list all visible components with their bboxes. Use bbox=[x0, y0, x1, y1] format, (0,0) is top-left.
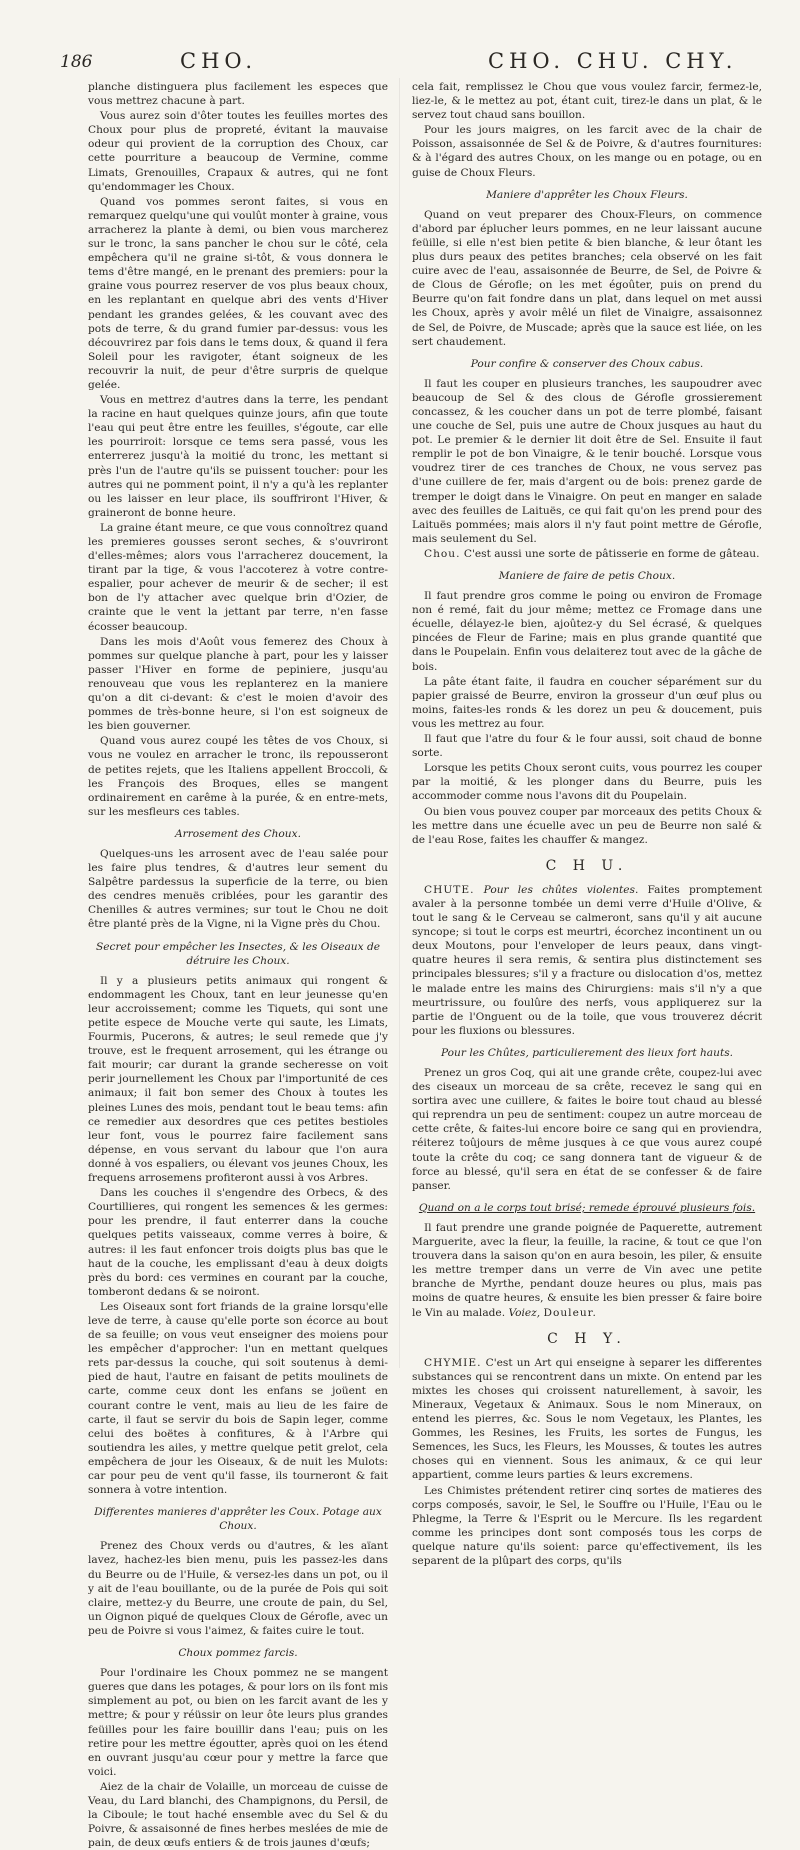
paragraph-text: Il faut prendre une grande poignée de Paquerette, autrement Marguerite, avec la fleur, la feuille, la racine, & tout ce que l'on trouvera dans la saison qu'on en aura besoin, les piler, & ensuite les mettre tremper dans un verre de Vin avec une petite branche de Myrthe, pendant douze heures ou plus, mais pas moins de quatre heures, & ensuite les bien presser & faire boire le Vin au malade. bbox=[412, 1221, 762, 1319]
paragraph: Pour les jours maigres, on les farcit avec de la chair de Poisson, assaisonnée de Sel & de Poivre, & d'autres fournitures: & à l'égard des autres Choux, on les mange ou en potage, ou en guise de Choux Fleurs. bbox=[412, 124, 762, 179]
section-subheading: Choux pommez farcis. bbox=[178, 1647, 298, 1660]
running-header bbox=[0, 49, 800, 76]
entry-subtitle: Pour les chûtes violentes. bbox=[483, 883, 639, 896]
paragraph: Aiez de la chair de Volaille, un morceau de cuisse de Veau, du Lard blanchi, des Champignons, du Persil, de la Ciboule; le tout haché ensemble avec du Sel & du Poivre, & assaisonné de fines herbes meslées de mie de pain, de deux œufs entiers & de trois jaunes d'œufs; bbox=[88, 1780, 388, 1850]
paragraph: Quand vous aurez coupé les têtes de vos Choux, si vous ne voulez en arracher le tronc, ils repousseront de petites rejets, que les Italiens appellent Broccoli, & les François des Broques, elles se mangent ordinairement en carême à la purée, & en entre-mets, sur les mesfleurs ces tables. bbox=[88, 735, 388, 818]
section-subheading: Secret pour empêcher les Insectes, & les Oiseaux de détruire les Choux. bbox=[95, 940, 381, 967]
section-subheading: Maniere de faire de petis Choux. bbox=[498, 570, 676, 582]
paragraph: Pour l'ordinaire les Choux pommez ne se mangent gueres que dans les potages, & pour lors on ils font mis simplement au pot, ou bien on les farcit avant de les y mettre; & pour y réüssir on leur ôte leurs plus grandes feüilles pour les faire bouillir dans l'eau; puis on les retire pour les mettre égoutter, après quoi on les étend en ouvrant jusqu'au cœur pour y mettre la farce que voici. bbox=[88, 1667, 389, 1778]
paragraph: Vous en mettrez d'autres dans la terre, les pendant la racine en haut quelques quinze jours, afin que toute l'eau qui peut être entre les feuilles, s'égoute, car elle les pourriroit: lorsque ce tems sera passé, vous les enterrerez jusqu'à la moitié du tronc, les mettant si près l'un de l'autre qu'ils se puissent toucher: pour les autres qui ne pomment point, il n'y a qu'à les replanter ou les laisser en leur place, ils souffriront l'Hiver, & graineront de bonne heure. bbox=[88, 394, 388, 519]
running-title-left: CHO. bbox=[180, 49, 258, 73]
paragraph: Quelques-uns les arrosent avec de l'eau salée pour les faire plus tendres, & d'autres leur sement du Salpêtre pardessus la superficie de la terre, ou bien des cendres menuës criblées, pour les garantir des Chenilles & autres vermines; sur tout le Chou ne doit être planté près de la Vigne, ni la Vigne près du Chou. bbox=[88, 847, 388, 931]
paragraph: Ou bien vous pouvez couper par morceaux des petits Choux & les mettre dans une écuelle avec un peu de Beurre non salé & de l'eau Rose, faites les chauffer & mangez. bbox=[412, 805, 762, 846]
entry-text: Faites promptement avaler à la personne tombée un demi verre d'Huile d'Olive, & tout le sang & le Cerveau se calmeront, sans qu'il y ait aucune syncope; si tout le corps est meurtri, écorchez incontinent un ou deux Moutons, pour l'enveloper de leurs peaux, dans vingt-quatre heures il sera remis, & sentira plus distinctement ses principales blessures; s'il y a fracture ou dislocation d'os, mettez le malade entre les mains des Chirurgiens: mais s'il n'y a que meurtrissure, ou foulûre des nerfs, vous appliquerez sur la partie de l'Onguent ou de la toile, que vous trouverez décrit pour les fluxions ou blessures. bbox=[412, 883, 762, 1037]
paragraph: planche distinguera plus facilement les especes que vous mettrez chacune à part. bbox=[88, 81, 388, 108]
paragraph: Il faut les couper en plusieurs tranches, les saupoudrer avec beaucoup de Sel & des clous de Gérofle grossierement concassez, & les coucher dans un pot de terre plombé, faisant une couche de Sel, puis une autre de Choux jusques au haut du pot. Le premier & le dernier lit doit être de Sel. Ensuite il faut remplir le pot de bon Vinaigre, & le tenir bouché. Lorsque vous voudrez tirer de ces tranches de Choux, ne vous servez pas d'une cuillere de fer, mais d'argent ou de bois: prenez garde de tremper le doigt dans le Vinaigre. On peut en manger en salade avec des feuilles de Laituës, ce qui fait qu'on les prend pour des Laituës pommées; mais alors il n'y faut point mettre de Gérofle, mais seulement du Sel. bbox=[412, 377, 762, 545]
column-gutter bbox=[399, 78, 400, 1368]
cross-reference-link: Douleur. bbox=[543, 1306, 597, 1319]
paragraph: Quand on veut preparer des Choux-Fleurs, on commence d'abord par éplucher leurs pommes, en ne leur laissant aucune feüille, si elle n'est bien petite & bien blanche, & leur ôtant les plus durs peaux des petites branches; cela observé on les fait cuire avec de l'eau, assaisonnée de Beurre, de Sel, de Poivre & de Clous de Gérofle; on les met égoûter, puis on prend du Beurre qu'on fait fondre dans un plat, dans lequel on met aussi les Choux, après y avoir mêlé un filet de Vinaigre, assaisonnez de Sel, de Poivre, de Muscade; après que la sauce est liée, on les sert chaudement. bbox=[412, 208, 762, 348]
section-subheading: Quand on a le corps tout brisé; remede éprouvé plusieurs fois. bbox=[418, 1201, 756, 1214]
page-number: 186 bbox=[60, 52, 93, 72]
section-subheading: Pour confire & conserver des Choux cabus. bbox=[470, 357, 704, 370]
paragraph: Dans les couches il s'engendre des Orbecs, & des Courtillieres, qui rongent les semences & les germes: pour les prendre, il faut enterrer dans la couche quelques petits vaisseaux, comme verres à boire, & autres: il les faut enfoncer trois doigts plus bas que le haut de la couche, les emplissant d'eau à deux doigts près du bord: ces vermines en courant par la couche, tomberont dedans & se noiront. bbox=[88, 1187, 388, 1298]
paragraph: Quand vos pommes seront faites, si vous en remarquez quelqu'une qui voulût monter à graine, vous arracherez la plante à demi, ou bien vous marcherez sur le tronc, la sans pancher le chou sur le côté, cela empêchera qu'il ne graine si-tôt, & vous donnera le tems d'être mangé, en le prenant des premiers: pour la graine vous pourrez reserver de vos plus beaux choux, en les replantant en quelque abri des vents d'Hiver pendant les grandes gelées, & les couvant avec des pots de terre, & du grand fumier par-dessus: vous les découvrirez par fois dans le tems doux, & quand il fera Soleil pour les ravigoter, étant soigneux de les recouvrir la nuit, de peur d'être surpris de quelque gelée. bbox=[88, 195, 388, 391]
paragraph: La pâte étant faite, il faudra en coucher séparément sur du papier graissé de Beurre, environ la grosseur d'un œuf plus ou moins, faites-les ronds & les dorez un peu & doucement, puis vous les mettrez au four. bbox=[412, 675, 762, 730]
section-heading-chy: C H Y. bbox=[547, 1330, 627, 1347]
left-column bbox=[88, 80, 389, 1850]
entry-text: C'est un Art qui enseigne à separer les differentes substances qui se rencontrent dans un mixte. On entend par les mixtes les choses qui croissent naturellement, à savoir, les Mineraux, Vegetaux & Animaux. Sous le nom Mineraux, on entend les pierres, &c. Sous le nom Vegetaux, les Plantes, les Gommes, les Resines, les Fruits, les sortes de Fungus, les Semences, les Sucs, les Fleurs, les Mousses, & toutes les autres choses qui en viennent. Sous les animaux, & ce qui leur appartient, comme leurs parties & leurs excremens. bbox=[412, 1356, 762, 1482]
running-title-right: CHO. CHU. CHY. bbox=[488, 49, 738, 73]
paragraph: Prenez un gros Coq, qui ait une grande crête, coupez-lui avec des ciseaux un morceau de sa crête, recevez le sang qui en sortira avec une cuillere, & faites le boire tout chaud au blessé qui reprendra un peu de sentiment: coupez un autre morceau de cette crête, & faites-lui encore boire ce sang qui en proviendra, réiterez toûjours de même jusques à ce que vous aurez coupé toute la crête du coq; ce sang donnera tant de vigueur & de force au blessé, qu'il sera en état de se confesser & de faire panser. bbox=[412, 1067, 762, 1192]
paragraph: Vous aurez soin d'ôter toutes les feuilles mortes des Choux pour plus de propreté, évitant la mauvaise odeur qui provient de la corruption des Choux, car cette pourriture a beaucoup de Vermine, comme Limats, Grenouilles, Crapaux & autres, qui ne font qu'endommager les Choux. bbox=[88, 110, 388, 193]
entry-text: C'est aussi une sorte de pâtisserie en forme de gâteau. bbox=[463, 547, 760, 560]
paragraph bbox=[412, 1221, 762, 1320]
paragraph: Il y a plusieurs petits animaux qui rongent & endommagent les Choux, tant en leur jeunesse qu'en leur accroissement; comme les Tiquets, qui sont une petite espece de Mouche verte qui saute, les Limats, Fourmis, Pucerons, & autres; le seul remede que j'y trouve, est le frequent arrosement, qui les étrange ou fait mourir; car durant la grande secheresse on voit perir journellement les Choux par l'importunité de ces animaux; il fait bon semer des Choux à toutes les pleines Lunes des mois, pendant tout le beau tems: afin ce remedier aux desordres que ces petites bestioles leur font, vous le pourrez faire facilement sans dépense, en vous servant du labour que l'on aura donné à vos espaliers, ou élevant vos jeunes Choux, les frequens arrosemens profiteront aussi à vos Arbres. bbox=[88, 974, 388, 1185]
cross-reference-label: Voiez, bbox=[508, 1306, 541, 1319]
paragraph: La graine étant meure, ce que vous connoîtrez quand les premieres gousses seront seches, & s'ouvriront d'elles-mêmes; alors vous l'arracherez doucement, la tirant par la tige, & vous l'accoterez à votre contre-espalier, pour achever de meurir & de secher; il est bon de l'y attacher avec quelque brin d'Ozier, de crainte que le vent la jettant par terre, n'en fasse écosser beaucoup. bbox=[88, 521, 388, 633]
entry-chou bbox=[412, 547, 762, 561]
paragraph: Il faut que l'atre du four & le four aussi, soit chaud de bonne sorte. bbox=[412, 733, 762, 760]
paragraph: Prenez des Choux verds ou d'autres, & les aïant lavez, hachez-les bien menu, puis les passez-les dans du Beurre ou de l'Huile, & versez-les dans un pot, ou il y ait de l'eau bouillante, ou de la purée de Pois qui soit claire, mettez-y du Beurre, une croute de pain, du Sel, un Oignon piqué de quelques Cloux de Gérofle, avec un peu de Poivre si vous l'aimez, & faites cuire le tout. bbox=[88, 1540, 388, 1637]
section-subheading: Differentes manieres d'apprêter les Coux. Potage aux Choux. bbox=[94, 1506, 382, 1533]
right-column bbox=[412, 80, 762, 1567]
entry-term: Chou. bbox=[424, 547, 461, 560]
entry-chymie bbox=[412, 1356, 762, 1483]
paragraph: Dans les mois d'Août vous femerez des Choux à pommes sur quelque planche à part, pour les y laisser passer l'Hiver en forme de pepiniere, jusqu'au renouveau que vous les replanterez en la maniere qu'on a dit ci-devant: & c'est le moien d'avoir des pommes de très-bonne heure, si l'on est soigneux de les bien gouverner. bbox=[88, 635, 388, 733]
paragraph: cela fait, remplissez le Chou que vous voulez farcir, fermez-le, liez-le, & le mettez au pot, étant cuit, tirez-le dans un plat, & le servez tout chaud sans bouillon. bbox=[412, 81, 762, 122]
paragraph: Il faut prendre gros comme le poing ou environ de Fromage non é remé, fait du jour même; mettez ce Fromage dans une écuelle, délayez-le bien, ajoûtez-y du Sel écrasé, & quelques pincées de Fleur de Farine; mais en plus grande quantité que dans le Poupelain. Enfin vous delaiterez tout avec de la gâche de bois. bbox=[412, 590, 762, 673]
section-subheading: Arrosement des Choux. bbox=[175, 827, 301, 840]
section-subheading: Maniere d'apprêter les Choux Fleurs. bbox=[486, 188, 688, 201]
section-subheading: Pour les Chûtes, particulierement des lieux fort hauts. bbox=[440, 1046, 734, 1059]
paragraph: Lorsque les petits Choux seront cuits, vous pourrez les couper par la moitié, & les plonger dans du Beurre, puis les accommoder comme nous l'avons dit du Poupelain. bbox=[412, 762, 762, 803]
entry-chute bbox=[412, 883, 762, 1038]
entry-term: CHYMIE. bbox=[424, 1356, 482, 1369]
paragraph: Les Chimistes prétendent retirer cinq sortes de matieres des corps composés, savoir, le Sel, le Souffre ou l'Huile, l'Eau ou le Phlegme, la Terre & l'Esprit ou le Mercure. Ils les regardent comme les principes dont sont composés tous les corps de quelque nature qu'ils soient: parce qu'effectivement, ils les separent de la plûpart des corps, qu'ils bbox=[412, 1484, 762, 1567]
entry-term: CHUTE. bbox=[424, 883, 475, 896]
paragraph: Les Oiseaux sont fort friands de la graine lorsqu'elle leve de terre, à cause qu'elle porte son écorce au bout de sa feuille; on vous veut enseigner des moiens pour les empêcher d'approcher: l'un en mettant quelques rets par-dessus la couche, qui soit soutenus à demi-pied de haut, l'autre en faisant de petits moulinets de carte, comme ceux dont les enfans se joüent en courant contre le vent, mais au lieu de les faire de carte, il faut se servir du bois de Sapin leger, comme celui des boëtes à confitures, & à l'Arbre qui soutiendra les ailes, y mettre quelque petit grelot, cela empêchera de jour les Oiseaux, & de nuit les Mulots: car pour peu de vent qu'il fasse, ils tourneront & fait sonnera à votre intention. bbox=[88, 1300, 388, 1497]
section-heading-chu: C H U. bbox=[545, 857, 629, 874]
